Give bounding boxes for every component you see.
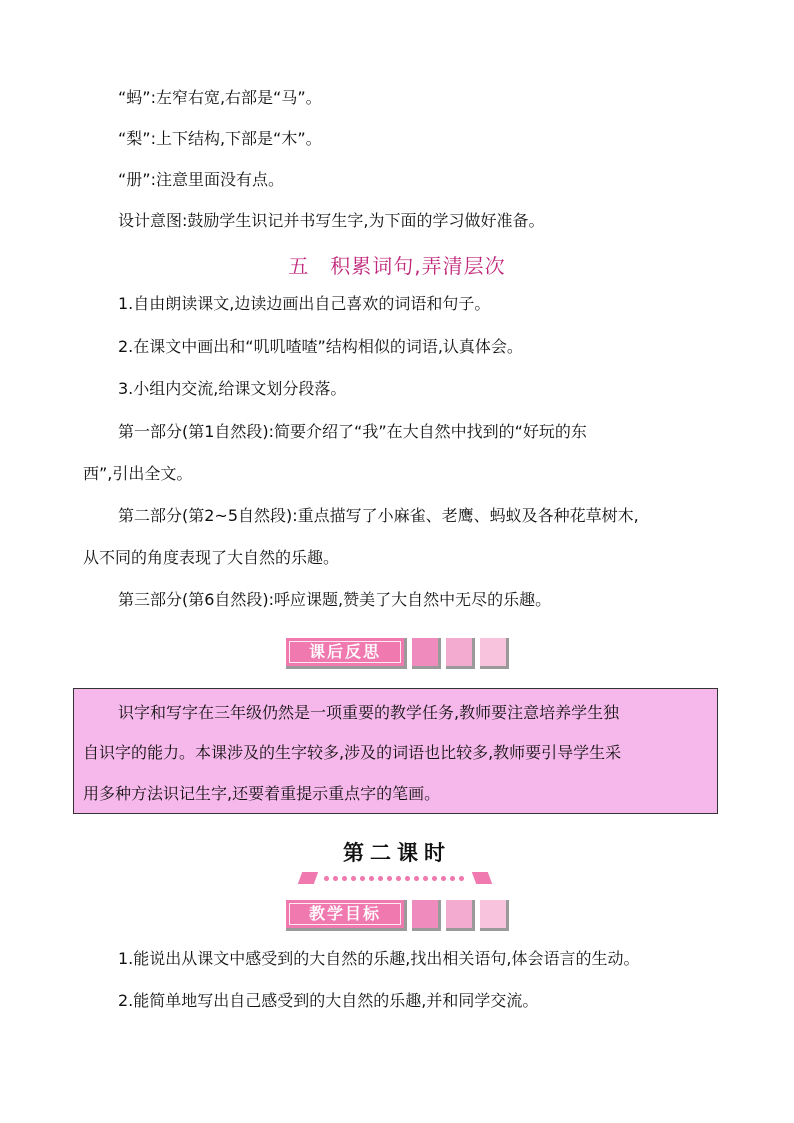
reflection-line: 识字和写字在三年级仍然是一项重要的教学任务,教师要注意培养学生独 <box>118 703 620 722</box>
reflection-tab-label: 课后反思 <box>286 638 407 669</box>
part1-line2: 西”,引出全文。 <box>83 464 193 483</box>
divider-end <box>298 872 318 884</box>
tab-decor-square <box>446 638 475 669</box>
reflection-box <box>73 688 718 814</box>
tab-decor-square <box>412 638 441 669</box>
title-divider <box>300 870 490 890</box>
design-intent: 设计意图:鼓励学生识记并书写生字,为下面的学习做好准备。 <box>118 211 545 230</box>
tab-decor-square <box>480 900 509 931</box>
paragraph-li: “梨”:上下结构,下部是“木”。 <box>118 129 322 148</box>
reflection-line: 自识字的能力。本课涉及的生字较多,涉及的词语也比较多,教师要引导学生采 <box>83 743 622 762</box>
reflection-tab <box>286 638 516 674</box>
part3: 第三部分(第6自然段):呼应课题,赞美了大自然中无尽的乐趣。 <box>118 590 552 609</box>
lesson-title: 第二课时 <box>343 841 451 865</box>
reflection-line: 用多种方法识记生字,还要着重提示重点字的笔画。 <box>83 784 441 803</box>
part1-line1: 第一部分(第1自然段):简要介绍了“我”在大自然中找到的“好玩的东 <box>118 422 587 441</box>
paragraph-ma: “蚂”:左窄右宽,右部是“马”。 <box>118 88 322 107</box>
divider-end <box>472 872 492 884</box>
goal-item: 2.能简单地写出自己感受到的大自然的乐趣,并和同学交流。 <box>118 991 539 1010</box>
tab-decor-square <box>412 900 441 931</box>
tab-decor-square <box>446 900 475 931</box>
list-item: 2.在课文中画出和“叽叽喳喳”结构相似的词语,认真体会。 <box>118 337 523 356</box>
goal-item: 1.能说出从课文中感受到的大自然的乐趣,找出相关语句,体会语言的生动。 <box>118 949 640 968</box>
list-item: 1.自由朗读课文,边读边画出自己喜欢的词语和句子。 <box>118 294 491 313</box>
list-item: 3.小组内交流,给课文划分段落。 <box>118 379 347 398</box>
goals-tab <box>286 900 516 936</box>
part2-line2: 从不同的角度表现了大自然的乐趣。 <box>83 548 340 567</box>
paragraph-ce: “册”:注意里面没有点。 <box>118 170 284 189</box>
part2-line1: 第二部分(第2~5自然段):重点描写了小麻雀、老鹰、蚂蚁及各种花草树木, <box>118 506 639 525</box>
section-heading: 五 积累词句,弄清层次 <box>288 254 506 278</box>
tab-decor-square <box>480 638 509 669</box>
goals-tab-label: 教学目标 <box>286 900 407 931</box>
divider-dots <box>322 876 468 881</box>
